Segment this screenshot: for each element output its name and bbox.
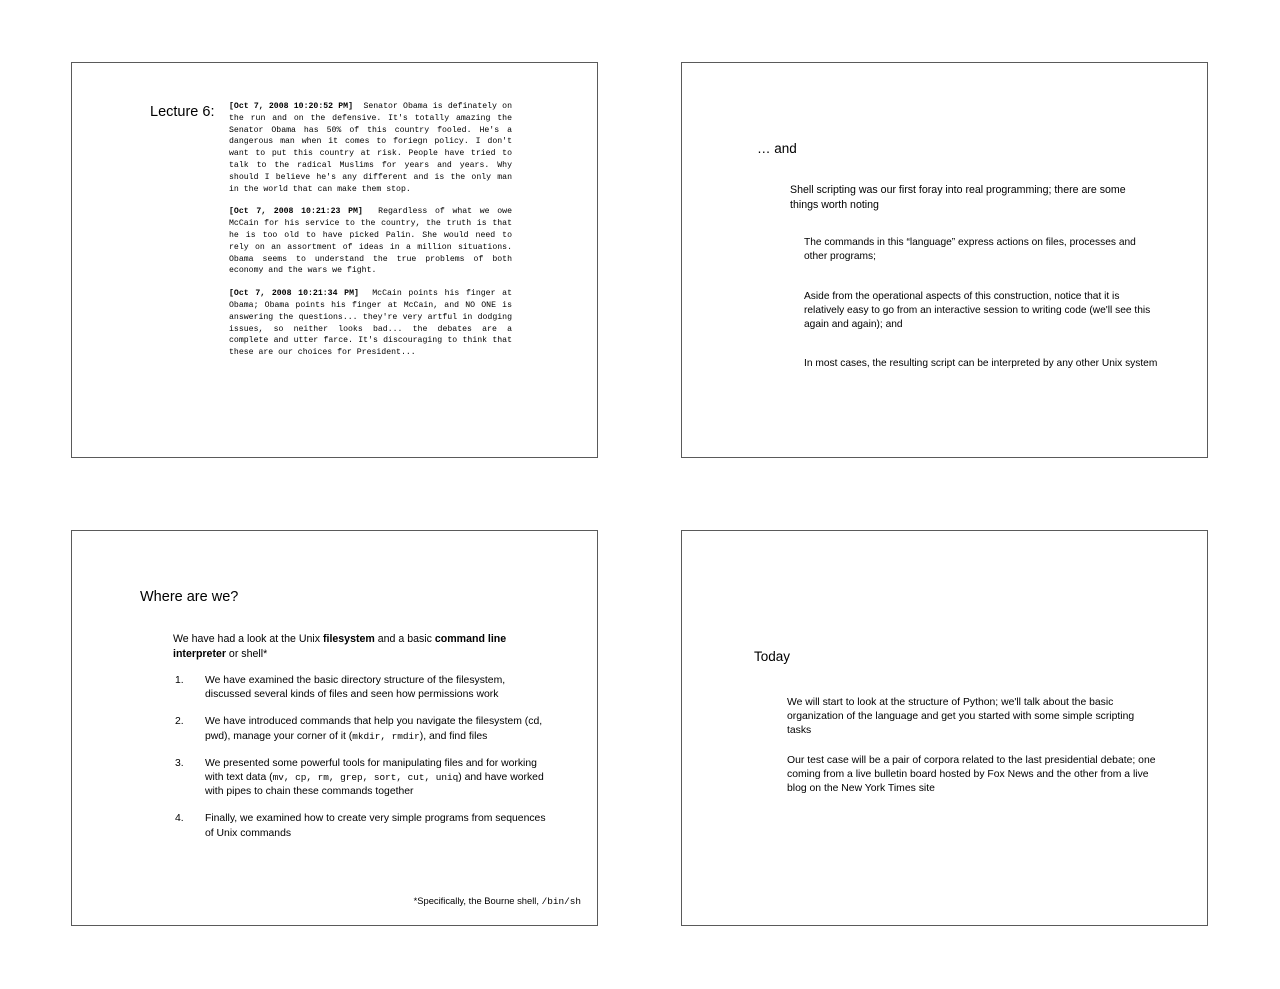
transcript-timestamp: [Oct 7, 2008 10:21:34 PM] — [229, 289, 359, 299]
transcript-timestamp: [Oct 7, 2008 10:20:52 PM] — [229, 102, 354, 111]
slide-3-footnote — [414, 895, 581, 907]
slide-today — [681, 530, 1208, 926]
slide-lecture-6 — [71, 62, 598, 458]
slide-4-paragraph-2: Our test case will be a pair of corpora related to the last presidential debate; one coming from a live bulletin board hosted by Fox News and the other from a live blog on the New York Times site — [787, 755, 1156, 795]
slide-where-are-we — [71, 530, 598, 926]
lead-part-1: We have had a look at the Unix — [173, 633, 323, 645]
lead-bold-filesystem: filesystem — [322, 633, 375, 645]
list-item — [173, 757, 553, 800]
transcript-timestamp: [Oct 7, 2008 10:21:23 PM] — [229, 207, 363, 217]
slide-3-lead — [173, 632, 536, 661]
slide-3-title: Where are we? — [140, 589, 239, 605]
lead-part-2: and a basic — [374, 633, 435, 645]
transcript-text: Senator Obama is definately on the run and on the defensive. It's totally amazing the Senator Obama has 50% of this country fooled. He's a dangerous man when it comes to foriegn policy. I don't want to put this country at risk. People have tried to talk to the radical Muslims for years and years. Why should I believe he's any different and is the only man in the world that can make them stop. — [229, 102, 513, 194]
slide-1-transcript — [229, 101, 512, 370]
slide-and — [681, 62, 1208, 458]
slide-1-title: Lecture 6: — [150, 104, 215, 120]
list-item — [173, 674, 553, 702]
slide-2-bullet-1: The commands in this “language” express actions on files, processes and other programs; — [804, 237, 1136, 263]
list-item-code: mkdir, rmdir — [352, 730, 420, 742]
slide-2-lead: Shell scripting was our first foray into real programming; there are some things worth noting — [790, 184, 1126, 211]
list-item-number: 4. — [175, 813, 184, 825]
lead-part-3: or shell* — [225, 647, 268, 660]
lead-bold-command-line-interpreter: command line interpreter — [173, 633, 507, 660]
list-item-text: Finally, we examined how to create very simple programs from sequences of Unix commands — [205, 813, 546, 839]
list-item — [173, 715, 553, 743]
footnote-code: /bin/sh — [541, 896, 581, 907]
footnote-text: *Specifically, the Bourne shell, — [413, 895, 542, 906]
slide-2-bullet-3: In most cases, the resulting script can be interpreted by any other Unix system — [804, 358, 1158, 369]
list-item-number: 3. — [175, 757, 184, 769]
slide-2-bullet-2: Aside from the operational aspects of this construction, notice that it is relatively easy to go from an interactive session to writing code (we'll see this again and again); and — [804, 291, 1151, 331]
list-item-number: 2. — [175, 716, 184, 728]
list-item-text-b: ), and find files — [419, 730, 488, 742]
transcript-entry — [229, 288, 512, 359]
list-item-text-a: We have introduced commands that help you navigate the filesystem (cd, pwd), manage your corner of it ( — [205, 716, 543, 742]
list-item-text-a: We presented some powerful tools for manipulating files and for working with text data ( — [205, 757, 537, 784]
list-item-text: We have examined the basic directory structure of the filesystem, discussed several kinds of files and seen how permissions work — [205, 675, 506, 701]
list-item-text-b: ) and have worked with pipes to chain these commands together — [205, 772, 544, 798]
slide-3-numbered-list — [173, 674, 553, 854]
slide-4-title: Today — [754, 649, 791, 664]
slide-4-paragraph-1: We will start to look at the structure of Python; we'll talk about the basic organization of the language and get you started with some simple scripting tasks — [787, 697, 1135, 737]
transcript-entry — [229, 101, 512, 195]
transcript-text: Regardless of what we owe McCain for his service to the country, the truth is that he is too old to have picked Palin. She would need to rely on an assortment of ideas in a million situations. Obama seems to understand the true problems of both economy and the wars we fight. — [229, 207, 512, 276]
list-item-code: mv, cp, rm, grep, sort, cut, uniq — [272, 772, 459, 784]
transcript-entry — [229, 206, 512, 277]
slide-2-title: … and — [757, 141, 797, 156]
transcript-text: McCain points his finger at Obama; Obama points his finger at McCain, and NO ONE is answering the questions... they're very artful in dodging issues, so neither looks bad... the debates are a complete and utter farce. It's discouraging to think that these are our choices for President... — [229, 289, 512, 358]
list-item-number: 1. — [175, 675, 184, 686]
list-item — [173, 812, 553, 840]
